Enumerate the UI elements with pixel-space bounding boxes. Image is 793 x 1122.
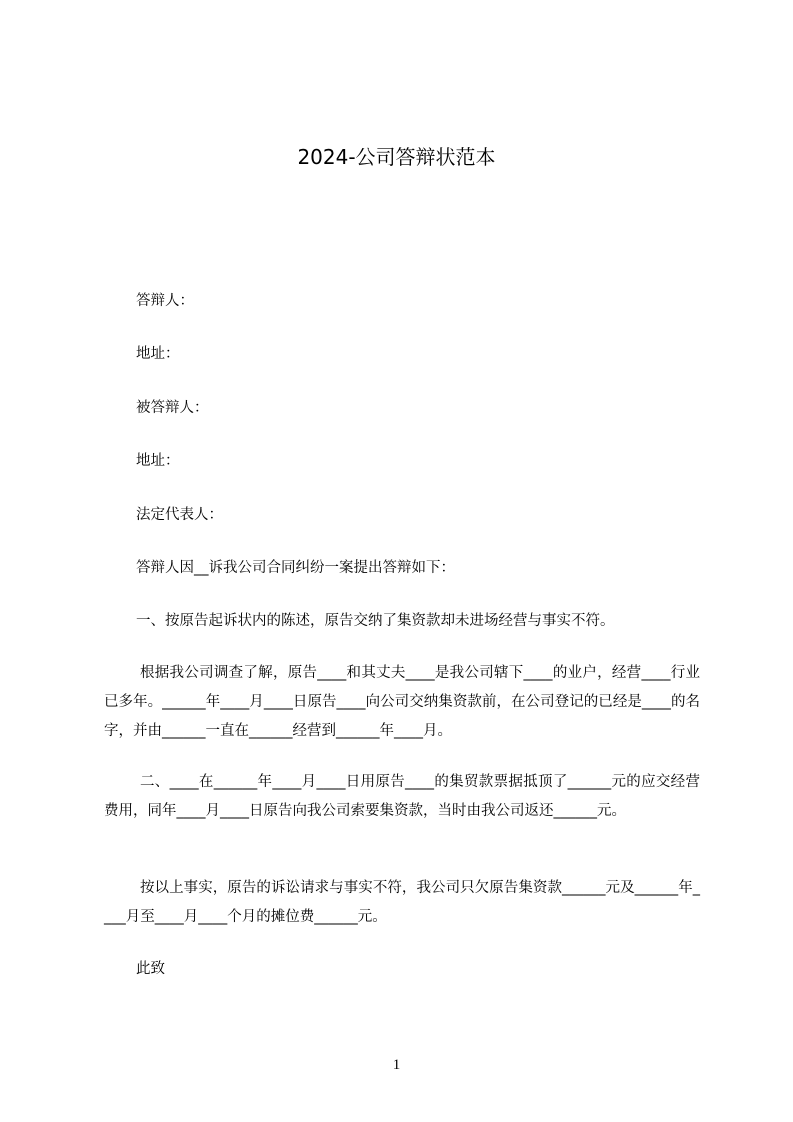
document-title: 2024-公司答辩状范本 bbox=[297, 145, 496, 169]
defendant-address-field: 地址： bbox=[136, 453, 180, 469]
respondent-field: 答辩人： bbox=[136, 293, 194, 309]
point-one-body: 根据我公司调查了解，原告____和其丈夫____是我公司辖下____的业户，经营____行业已多年。______年____月____日原告____向公司交纳集资款前，在公司登记的已经是____的名字，并由______一直在______经营到______年____月。 bbox=[104, 665, 700, 739]
respondent-address-field: 地址： bbox=[136, 346, 180, 362]
intro-paragraph: 答辩人因__诉我公司合同纠纷一案提出答辩如下： bbox=[136, 560, 455, 576]
defendant-field: 被答辩人： bbox=[136, 400, 209, 416]
closing-text: 此致 bbox=[136, 961, 165, 977]
point-one-heading: 一、按原告起诉状内的陈述，原告交纳了集资款却未进场经营与事实不符。 bbox=[136, 613, 615, 629]
page-number: 1 bbox=[392, 1057, 401, 1073]
conclusion-paragraph: 按以上事实，原告的诉讼请求与事实不符，我公司只欠原告集资款______元及______年____月至____月____个月的摊位费______元。 bbox=[104, 880, 700, 925]
legal-representative-field: 法定代表人： bbox=[136, 507, 223, 523]
point-two-paragraph: 二、____在______年____月____日用原告____的集贸款票据抵顶了______元的应交经营费用，同年____月____日原告向我公司索要集资款，当时由我公司返还______元。 bbox=[104, 774, 700, 819]
